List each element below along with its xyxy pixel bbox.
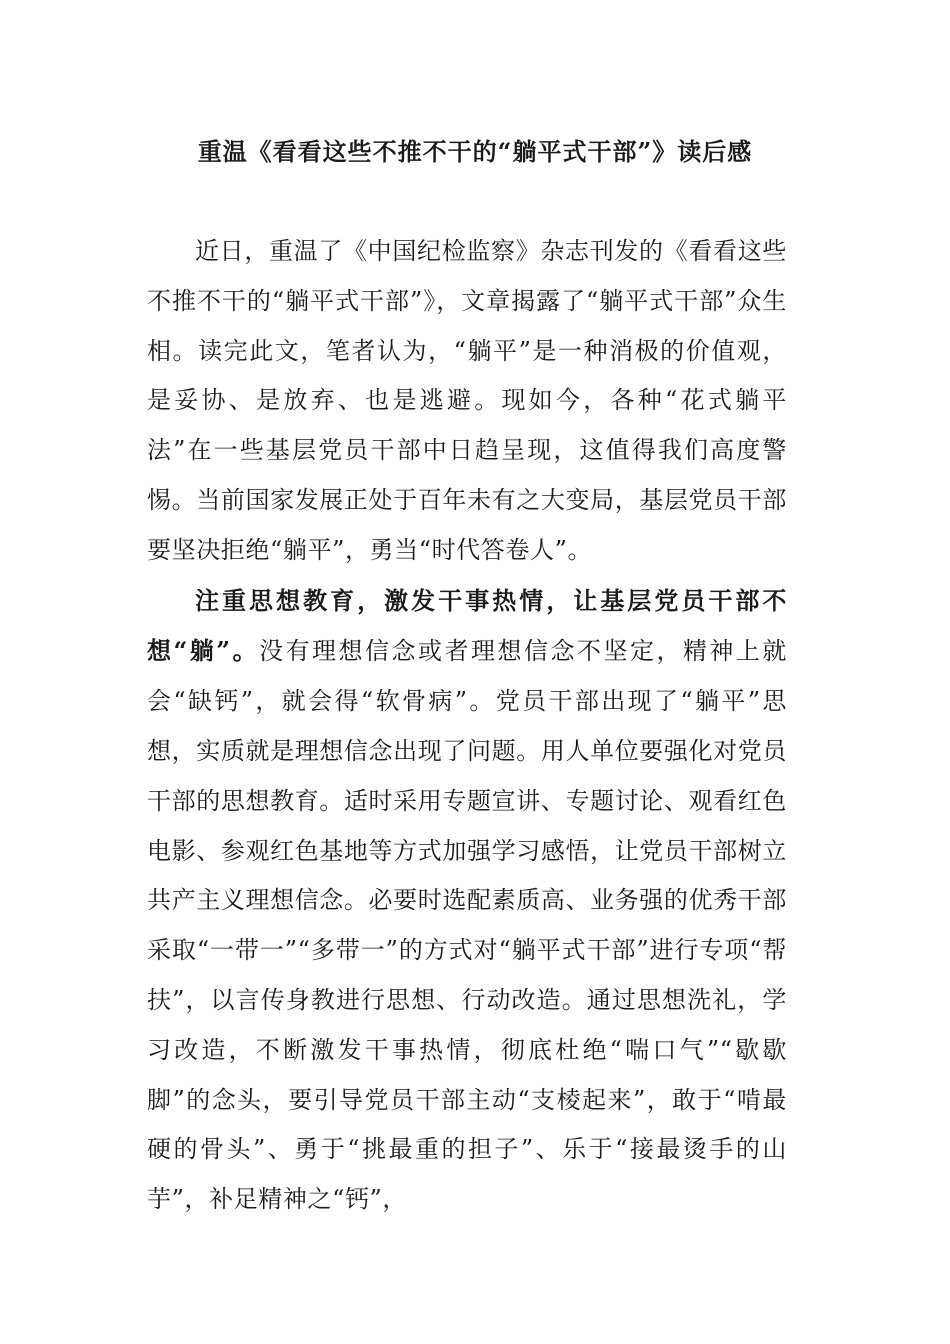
document-body <box>147 227 787 1225</box>
paragraph-intro: 近日，重温了《中国纪检监察》杂志刊发的《看看这些不推不干的“躺平式干部”》，文章揭露了“躺平式干部”众生相。读完此文，笔者认为，“躺平”是一种消极的价值观，是妥协、是放弃、也是逃避。现如今，各种“花式躺平法”在一些基层党员干部中日趋呈现，这值得我们高度警惕。当前国家发展正处于百年未有之大变局，基层党员干部要坚决拒绝“躺平”，勇当“时代答卷人”。 <box>147 237 787 564</box>
paragraph-lead-heading: 注重思想教育，激发干事热情，让基层党员干部不想“躺”。 <box>147 585 787 666</box>
paragraph-body-text: 没有理想信念或者理想信念不坚定，精神上就会“缺钙”，就会得“软骨病”。党员干部出现了“躺平”思想，实质就是理想信念出现了问题。用人单位要强化对党员干部的思想教育。适时采用专题宣讲、专题讨论、观看红色电影、参观红色基地等方式加强学习感悟，让党员干部树立共产主义理想信念。必要时选配素质高、业务强的优秀干部采取“一带一”“多带一”的方式对“躺平式干部”进行专项“帮扶”，以言传身教进行思想、行动改造。通过思想洗礼，学习改造，不断激发干事热情，彻底杜绝“喘口气”“歇歇脚”的念头，要引导党员干部主动“支棱起来”，敢于“啃最硬的骨头”、勇于“挑最重的担子”、乐于“接最烫手的山芋”，补足精神之“钙”， <box>147 637 788 1214</box>
document-title: 重温《看看这些不推不干的“躺平式干部”》读后感 <box>197 137 753 166</box>
paragraph-thought-education <box>147 576 787 1225</box>
